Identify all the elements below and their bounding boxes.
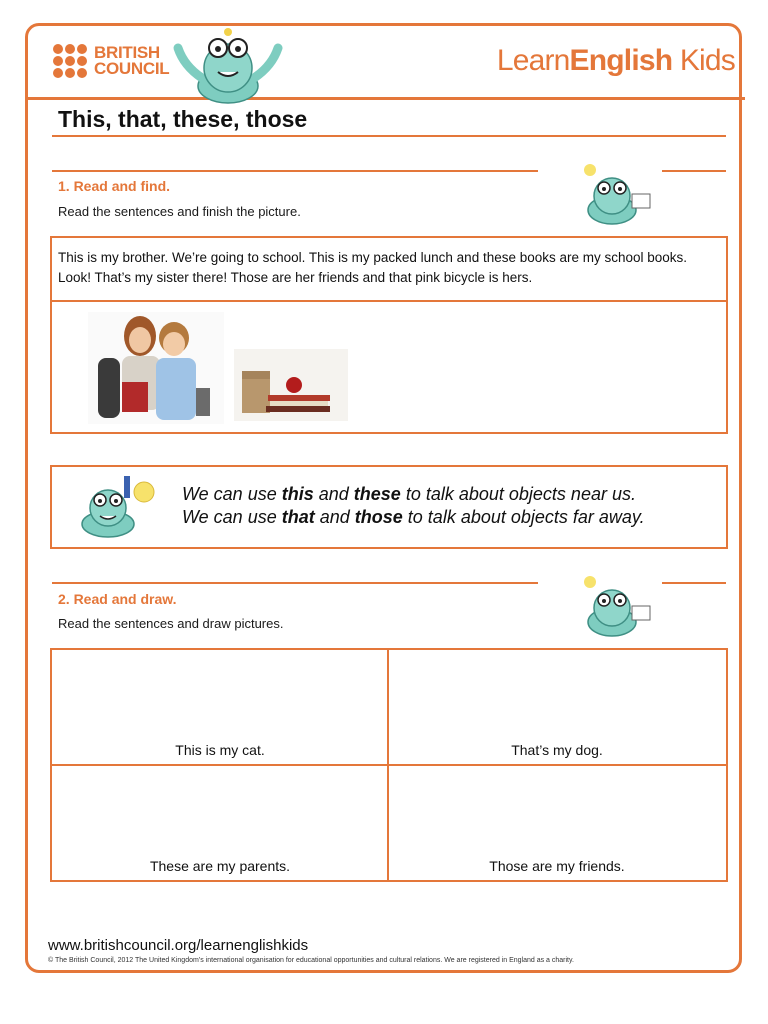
footer-url[interactable]: www.britishcouncil.org/learnenglishkids <box>48 937 309 954</box>
mascot-reading-icon-2 <box>572 572 656 642</box>
page-title: This, that, these, those <box>58 106 308 132</box>
children-photo <box>88 312 224 424</box>
section1-heading: 1. Read and find. <box>58 178 171 194</box>
section2-rule-right <box>662 582 726 584</box>
bc-dots-icon <box>52 43 88 79</box>
rule-line-far: We can use that and those to talk about objects far away. <box>182 507 645 527</box>
mascot-reading-icon <box>572 160 656 230</box>
cell-cat-label: This is my cat. <box>175 742 265 758</box>
title-underline <box>52 135 726 137</box>
footer-copyright: © The British Council, 2012 The United Kingdom’s international organisation for educational opportunities and cultural relations. We are registered in England as a charity. <box>48 957 574 964</box>
reading-passage: This is my brother. We’re going to school. This is my packed lunch and these books are my school books. Look! That’s my sister there! Those are her friends and that pink bicycle is hers. <box>58 250 688 285</box>
section1-instruction: Read the sentences and finish the picture. <box>58 204 301 219</box>
header-divider <box>25 97 745 100</box>
mascot-lightbulb-icon <box>72 472 162 542</box>
section2-instruction: Read the sentences and draw pictures. <box>58 616 284 631</box>
section2-rule <box>52 582 538 584</box>
cell-friends-label: Those are my friends. <box>489 858 625 874</box>
section1-rule-right <box>662 170 726 172</box>
mascot-icon <box>172 26 284 106</box>
grammar-rule-text <box>182 483 645 529</box>
grid-divider-horizontal <box>50 764 728 766</box>
section2-heading: 2. Read and draw. <box>58 591 177 607</box>
learnenglish-kids-logo: LearnEnglish Kids <box>496 44 735 77</box>
rule-line-near: We can use this and these to talk about objects near us. <box>182 484 636 504</box>
bc-wordmark: BRITISH COUNCIL <box>94 43 170 78</box>
lunch-books-photo <box>234 349 348 421</box>
section1-rule <box>52 170 538 172</box>
cell-parents-label: These are my parents. <box>149 858 291 874</box>
cell-dog-label: That’s my dog. <box>511 742 603 758</box>
british-council-logo <box>52 43 169 79</box>
